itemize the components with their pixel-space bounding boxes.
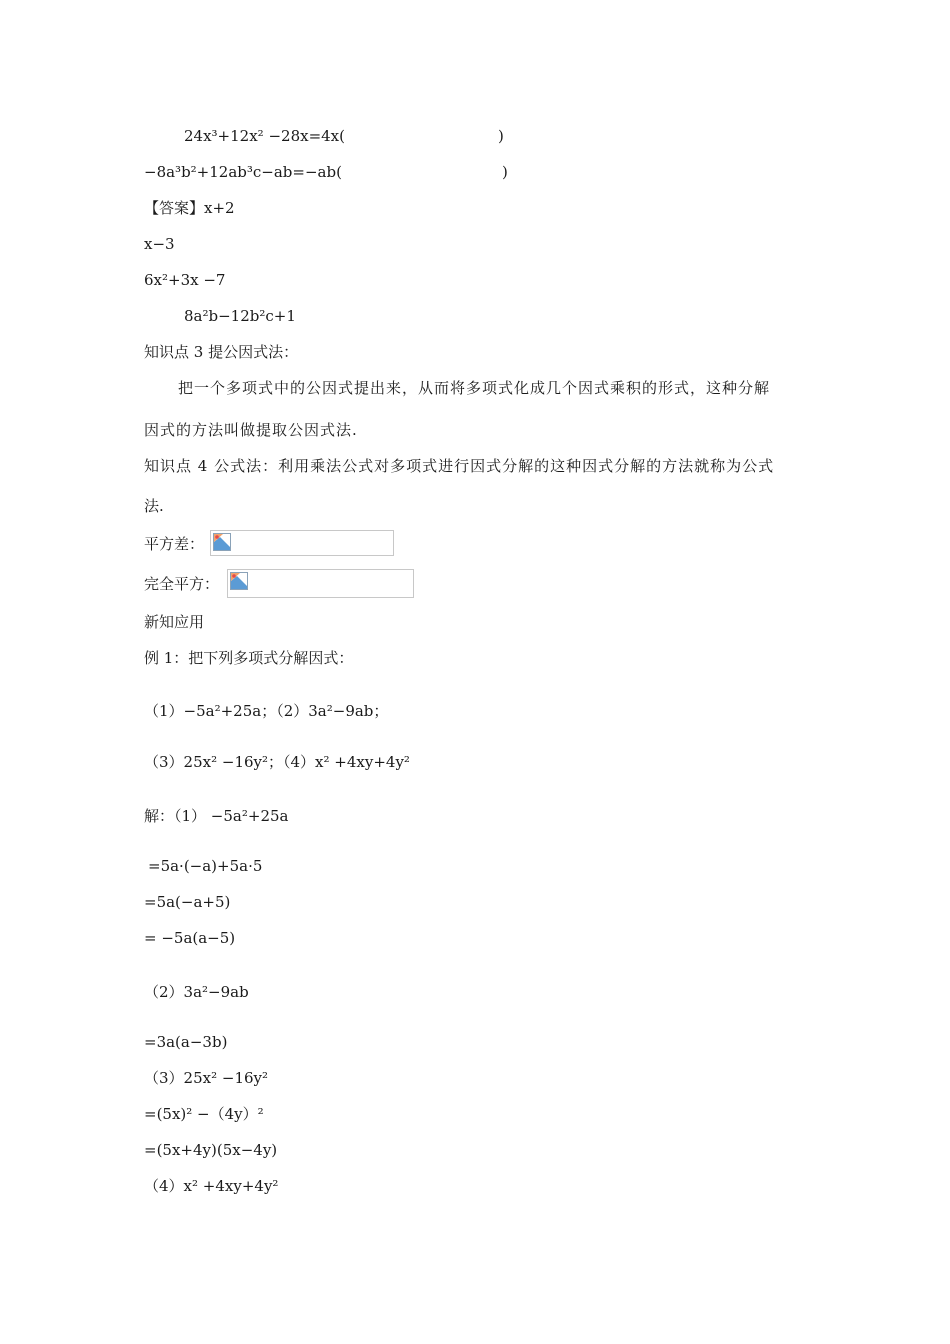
example-questions-3-4: （3）25x² −16y²；（4）x² +4xy+4y² — [144, 753, 410, 771]
solution-part-3-step-1: =(5x)² −（4y）² — [144, 1105, 264, 1123]
fill-in-line-1-close: ) — [498, 127, 504, 145]
perfect-square-label: 完全平方： — [144, 575, 220, 593]
solution-step-2: =5a(−a+5) — [144, 893, 231, 911]
fill-in-line-2 — [144, 162, 508, 182]
knowledge4-line-1: 知识点 4 公式法：利用乘法公式对多项式进行因式分解的这种因式分解的方法就称为公式 — [144, 457, 775, 475]
knowledge3-body-2: 因式的方法叫做提取公因式法. — [144, 421, 358, 439]
example-title: 例 1：把下列多项式分解因式： — [144, 649, 354, 667]
difference-of-squares-formula-image — [210, 530, 394, 556]
perfect-square-formula-image — [227, 569, 414, 598]
example-questions-1-2: （1）−5a²+25a；（2）3a²−9ab； — [144, 702, 389, 720]
solution-start: 解：（1） −5a²+25a — [144, 807, 289, 825]
solution-step-3: = −5a(a−5) — [144, 929, 236, 947]
answer-item-1: x−3 — [144, 235, 175, 253]
fill-in-line-1 — [184, 126, 504, 146]
solution-part-2: （2）3a²−9ab — [144, 983, 249, 1001]
broken-image-icon — [213, 533, 231, 551]
solution-step-1: =5a·(−a)+5a·5 — [148, 857, 263, 875]
knowledge3-title: 知识点 3 提公因式法： — [144, 343, 299, 361]
answer-item-3: 8a²b−12b²c+1 — [184, 307, 296, 325]
answer-item-2: 6x²+3x −7 — [144, 271, 226, 289]
knowledge3-body-1: 把一个多项式中的公因式提出来，从而将多项式化成几个因式乘积的形式，这种分解 — [178, 379, 771, 397]
difference-of-squares-label: 平方差： — [144, 535, 205, 553]
fill-in-line-2-expr: −8a³b²+12ab³c−ab=−ab( — [144, 163, 342, 181]
knowledge4-line-2: 法. — [144, 497, 164, 515]
answer-label: 【答案】 — [144, 199, 205, 217]
fill-in-line-1-expr: 24x³+12x² −28x=4x( — [184, 127, 345, 145]
solution-part-3: （3）25x² −16y² — [144, 1069, 269, 1087]
broken-image-icon — [230, 572, 248, 590]
solution-part-3-step-2: =(5x+4y)(5x−4y) — [144, 1141, 278, 1159]
fill-in-line-2-close: ) — [502, 163, 508, 181]
solution-part-4: （4）x² +4xy+4y² — [144, 1177, 279, 1195]
section-title: 新知应用 — [144, 613, 205, 631]
answer-line — [144, 198, 235, 218]
solution-part-2-step-1: =3a(a−3b) — [144, 1033, 228, 1051]
answer-first: x+2 — [204, 199, 235, 217]
